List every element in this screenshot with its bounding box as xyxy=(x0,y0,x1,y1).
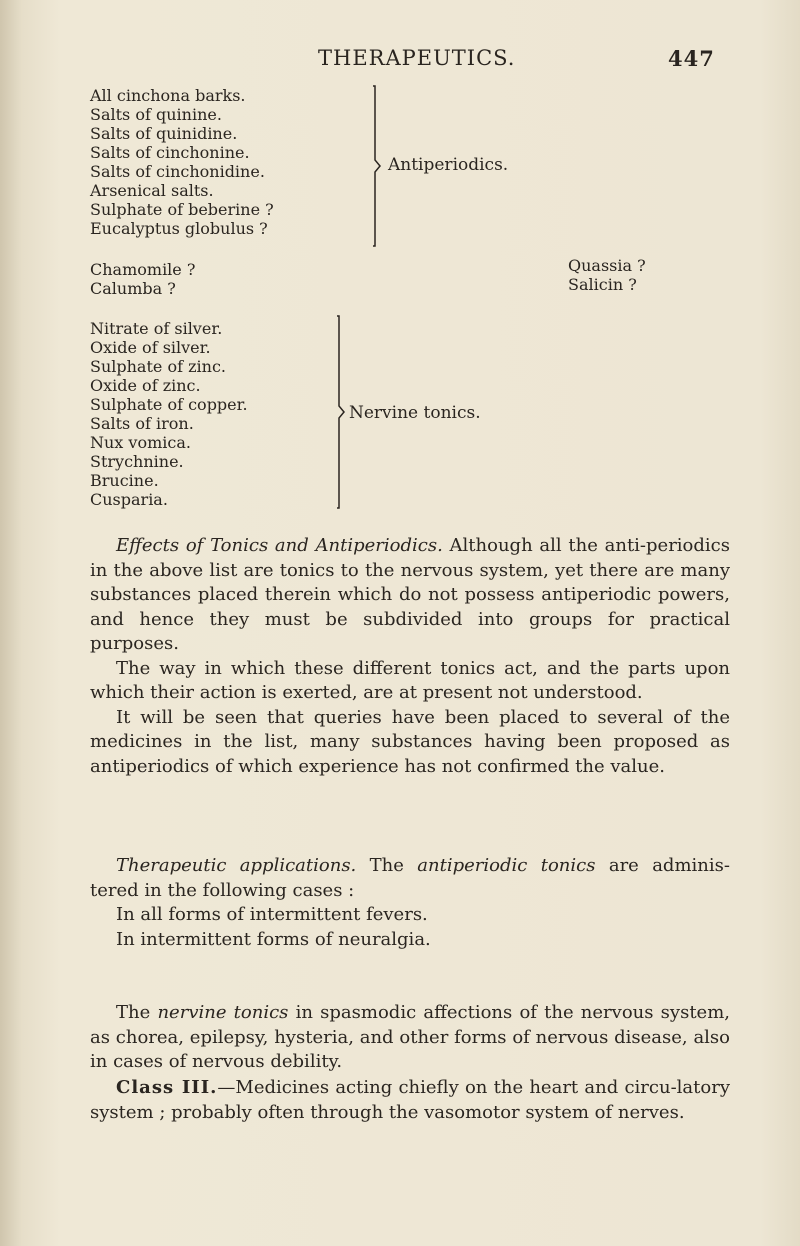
list-item: Strychnine. xyxy=(90,452,184,471)
list-item: Arsenical salts. xyxy=(90,181,214,200)
effects-heading: Effects of Tonics and Antiperiodics. xyxy=(116,535,443,556)
doubtful-right-list xyxy=(568,256,646,294)
class-text: —Medicines acting chiefly on the heart and circu-latory system ; probably often through the vasomotor system of nerves. xyxy=(90,1077,730,1123)
list-item: Nitrate of silver. xyxy=(90,319,223,338)
list-item: Sulphate of beberine ? xyxy=(90,200,274,219)
list-item: Brucine. xyxy=(90,471,159,490)
effects-text: Although all the anti-periodics in the above list are tonics to the nervous system, yet there are many substances placed therein which do not possess antiperiodic powers, and hence they must be subdivided into groups for practical purposes. xyxy=(90,535,730,654)
running-head xyxy=(0,46,800,76)
way-paragraph: The way in which these different tonics act, and the parts upon which their action is exerted, are at present not understood. xyxy=(90,657,730,703)
list-item: Salts of iron. xyxy=(90,414,194,433)
page-number: 447 xyxy=(668,46,715,71)
list-item: Salicin ? xyxy=(568,275,637,294)
list-item: Quassia ? xyxy=(568,256,646,275)
queries-paragraph: It will be seen that queries have been placed to several of the medicines in the list, many substances having been proposed as antiperiodics of which experience has not confirmed the value. xyxy=(90,706,730,777)
antiperiodics-brace xyxy=(370,84,384,248)
nervine-tonics-list xyxy=(90,319,248,509)
therapeutic-heading: Therapeutic applications. xyxy=(116,855,357,876)
antiperiodics-list xyxy=(90,86,274,238)
nervine-text: The xyxy=(116,1002,151,1023)
doubtful-left-list xyxy=(90,260,195,298)
list-item: Chamomile ? xyxy=(90,260,196,279)
list-item: Salts of quinidine. xyxy=(90,124,238,143)
nervine-tonics-brace xyxy=(334,314,348,510)
class-section xyxy=(90,1076,730,1125)
list-item: Calumba ? xyxy=(90,279,176,298)
list-item: All cinchona barks. xyxy=(90,86,246,105)
case-item: In intermittent forms of neuralgia. xyxy=(116,928,431,950)
nervine-tonics-term: nervine tonics xyxy=(157,1002,289,1023)
antiperiodic-tonics-term: antiperiodic tonics xyxy=(417,855,596,876)
effects-section xyxy=(90,534,730,779)
list-item: Cusparia. xyxy=(90,490,168,509)
list-item: Salts of cinchonidine. xyxy=(90,162,265,181)
page-title: THERAPEUTICS. xyxy=(318,46,516,70)
class-heading: Class III. xyxy=(116,1077,218,1098)
list-item: Sulphate of copper. xyxy=(90,395,248,414)
list-item: Oxide of silver. xyxy=(90,338,211,357)
case-item: In all forms of intermittent fevers. xyxy=(116,904,428,925)
list-item: Sulphate of zinc. xyxy=(90,357,226,376)
list-item: Eucalyptus globulus ? xyxy=(90,219,268,238)
antiperiodics-label: Antiperiodics. xyxy=(388,155,509,175)
nervine-text: in spasmodic affections of the nervous system, as chorea, epilepsy, hysteria, and other forms of nervous disease, also in cases of nervous debility. xyxy=(90,1002,730,1072)
nervine-section xyxy=(90,1001,730,1075)
list-item: Salts of cinchonine. xyxy=(90,143,250,162)
list-item: Nux vomica. xyxy=(90,433,191,452)
therapeutic-section xyxy=(90,854,730,952)
list-item: Salts of quinine. xyxy=(90,105,222,124)
therapeutic-text: The xyxy=(369,855,404,876)
nervine-tonics-label: Nervine tonics. xyxy=(349,403,481,423)
list-item: Oxide of zinc. xyxy=(90,376,201,395)
therapeutic-text: are adminis-tered in the following cases : xyxy=(90,855,730,901)
